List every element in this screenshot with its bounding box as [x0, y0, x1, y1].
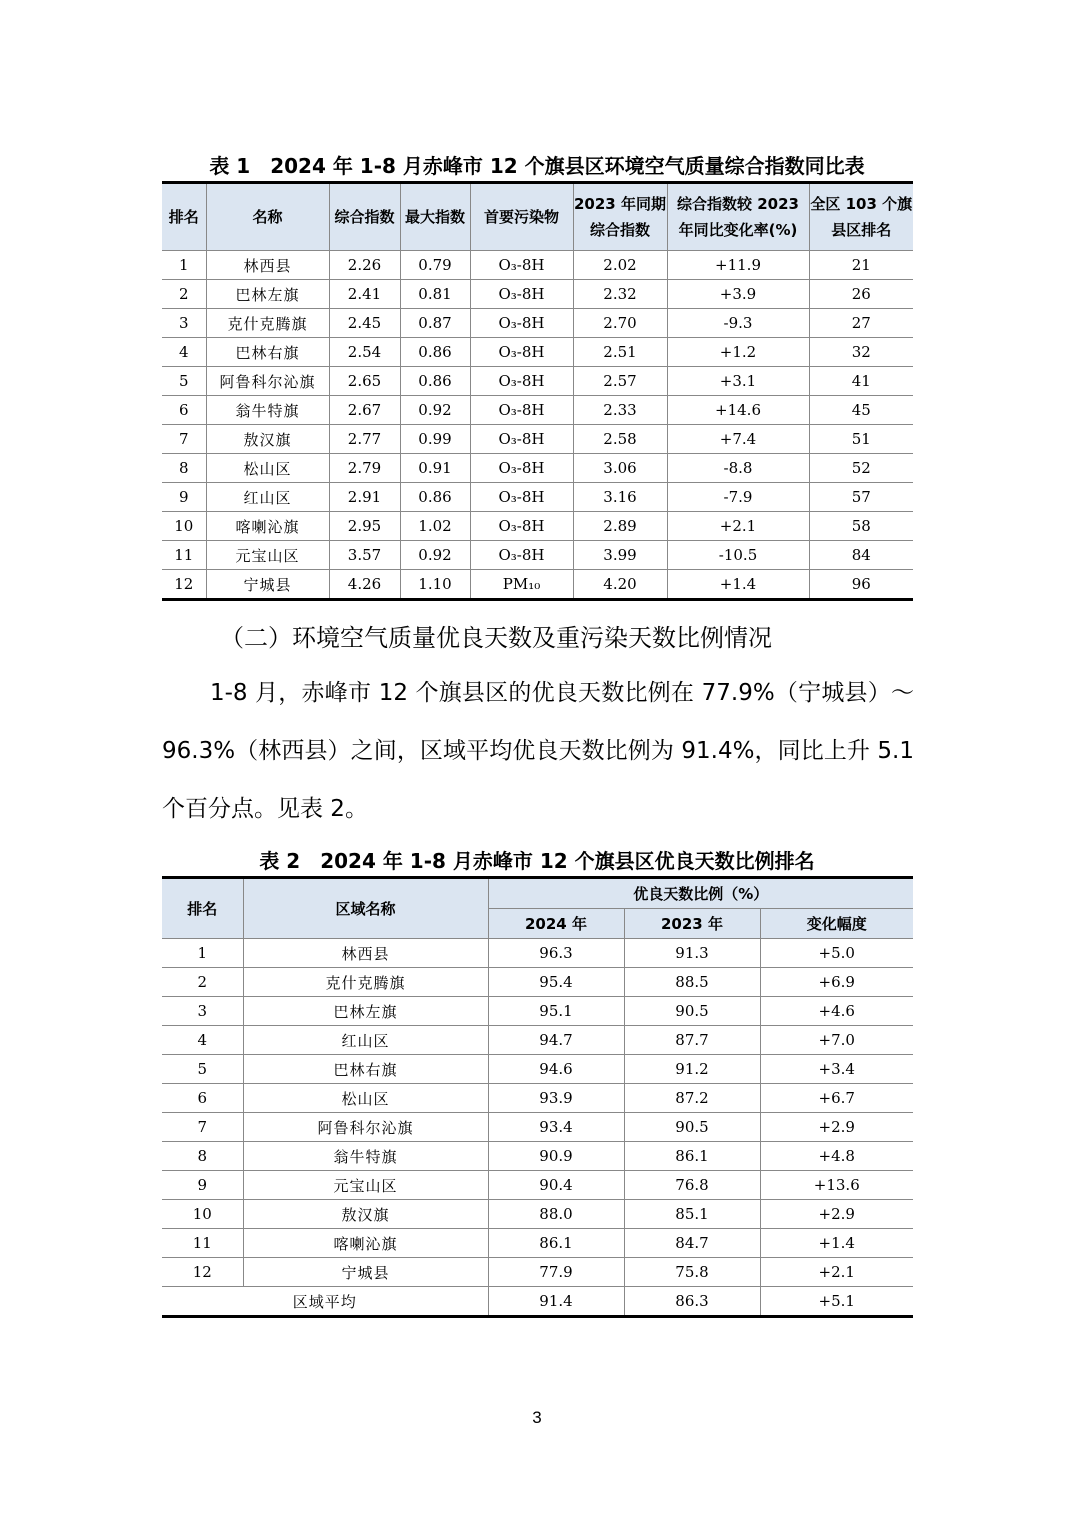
table2-cell: 5 [162, 1055, 243, 1084]
table2-cell: 元宝山区 [243, 1171, 488, 1200]
table1-header-cell: 综合指数较 2023 年同比变化率(%) [667, 183, 809, 251]
table2-cell: 76.8 [624, 1171, 760, 1200]
table1-cell: 10 [162, 512, 206, 541]
table1-cell: 2.79 [329, 454, 400, 483]
table2-cell: 88.0 [488, 1200, 624, 1229]
table1-cell: 2.41 [329, 280, 400, 309]
table2-row [162, 1229, 913, 1258]
table2-cell: 94.7 [488, 1026, 624, 1055]
table1-cell: 0.99 [400, 425, 470, 454]
table1-cell: 51 [809, 425, 913, 454]
table2-cell: 克什克腾旗 [243, 968, 488, 997]
table1-cell: 0.81 [400, 280, 470, 309]
table2-cell: +2.9 [760, 1113, 913, 1142]
table1-cell: 2.45 [329, 309, 400, 338]
table1-cell: O₃-8H [470, 483, 573, 512]
table1-row [162, 280, 913, 309]
table1-cell: 松山区 [206, 454, 329, 483]
table1-cell: 27 [809, 309, 913, 338]
table2-cell: 77.9 [488, 1258, 624, 1287]
table1-cell: +14.6 [667, 396, 809, 425]
table1-cell: O₃-8H [470, 309, 573, 338]
table1-cell: O₃-8H [470, 454, 573, 483]
body-paragraph: 1-8 月，赤峰市 12 个旗县区的优良天数比例在 77.9%（宁城县）～96.3%（林西县）之间，区域平均优良天数比例为 91.4%，同比上升 5.1 个百分点。见表 2。 [162, 680, 914, 822]
table1-cell: 喀喇沁旗 [206, 512, 329, 541]
table1-row [162, 541, 913, 570]
table2-cell: 86.1 [488, 1229, 624, 1258]
table1-cell: O₃-8H [470, 280, 573, 309]
table1-row [162, 483, 913, 512]
table1-cell: 7 [162, 425, 206, 454]
table1-cell: 2.32 [573, 280, 667, 309]
table1-cell: 2.26 [329, 251, 400, 280]
table2-cell: 1 [162, 939, 243, 968]
table2-cell: 9 [162, 1171, 243, 1200]
table2-row [162, 1142, 913, 1171]
table1-cell: 1.02 [400, 512, 470, 541]
table2-cell: 7 [162, 1113, 243, 1142]
table2-caption: 表 2 2024 年 1-8 月赤峰市 12 个旗县区优良天数比例排名 [259, 849, 815, 873]
table2-row [162, 997, 913, 1026]
section-heading: （二）环境空气质量优良天数及重污染天数比例情况 [220, 624, 772, 652]
table2-cell: 93.9 [488, 1084, 624, 1113]
table1-cell: 阿鲁科尔沁旗 [206, 367, 329, 396]
table2-row [162, 1055, 913, 1084]
table2-row [162, 1200, 913, 1229]
table2-cell: 敖汉旗 [243, 1200, 488, 1229]
table1-cell: 宁城县 [206, 570, 329, 600]
table1-cell: 2.65 [329, 367, 400, 396]
table1-row [162, 396, 913, 425]
table1-cell: 3.57 [329, 541, 400, 570]
table1-cell: -10.5 [667, 541, 809, 570]
table2-cell: 87.2 [624, 1084, 760, 1113]
table2-cell: 3 [162, 997, 243, 1026]
table1-cell: -7.9 [667, 483, 809, 512]
table2-cell: +6.9 [760, 968, 913, 997]
table2-average-label: 区域平均 [162, 1287, 488, 1317]
table1-header-cell: 全区 103 个旗县区排名 [809, 183, 913, 251]
table1-cell: 1.10 [400, 570, 470, 600]
table1-cell: 元宝山区 [206, 541, 329, 570]
table2-cell: +4.8 [760, 1142, 913, 1171]
table1-body [162, 251, 913, 600]
table1-cell: 41 [809, 367, 913, 396]
table1-cell: 0.91 [400, 454, 470, 483]
table1-header-row [162, 183, 913, 251]
table2-header-change: 变化幅度 [760, 909, 913, 939]
table2-cell: 90.5 [624, 997, 760, 1026]
table2-cell: 85.1 [624, 1200, 760, 1229]
table1-cell: 2.91 [329, 483, 400, 512]
table2-cell: 12 [162, 1258, 243, 1287]
table2-header-rank: 排名 [162, 878, 243, 939]
table1-cell: 3.16 [573, 483, 667, 512]
table1-cell: 2.67 [329, 396, 400, 425]
table1-cell: 1 [162, 251, 206, 280]
table1-cell: 52 [809, 454, 913, 483]
table1-cell: 2.33 [573, 396, 667, 425]
table1-row [162, 309, 913, 338]
table2-cell: 88.5 [624, 968, 760, 997]
table2-row [162, 939, 913, 968]
table1-cell: +1.2 [667, 338, 809, 367]
table1-cell: 0.92 [400, 396, 470, 425]
table1-header-cell: 排名 [162, 183, 206, 251]
table1-cell: +2.1 [667, 512, 809, 541]
table1-row [162, 251, 913, 280]
table1-cell: 5 [162, 367, 206, 396]
table1-cell: 21 [809, 251, 913, 280]
table1-cell: 2.54 [329, 338, 400, 367]
table1-cell: 林西县 [206, 251, 329, 280]
table2-cell: 94.6 [488, 1055, 624, 1084]
table1-cell: 8 [162, 454, 206, 483]
table2-cell: 91.2 [624, 1055, 760, 1084]
table1-cell: 9 [162, 483, 206, 512]
table1-cell: O₃-8H [470, 338, 573, 367]
table2-header-2024: 2024 年 [488, 909, 624, 939]
table2-header-2023: 2023 年 [624, 909, 760, 939]
table1-cell: 3.99 [573, 541, 667, 570]
table1-cell: 2.51 [573, 338, 667, 367]
table1-cell: +3.9 [667, 280, 809, 309]
table2-average-row [162, 1287, 913, 1317]
table2-cell: 阿鲁科尔沁旗 [243, 1113, 488, 1142]
table2-cell: 红山区 [243, 1026, 488, 1055]
table2-row [162, 1171, 913, 1200]
table2-cell: 90.5 [624, 1113, 760, 1142]
table1-cell: O₃-8H [470, 396, 573, 425]
table2-header-name: 区域名称 [243, 878, 488, 939]
table1-cell: 6 [162, 396, 206, 425]
table2-row [162, 1113, 913, 1142]
table1-cell: -8.8 [667, 454, 809, 483]
table1-cell: O₃-8H [470, 512, 573, 541]
table1-row [162, 425, 913, 454]
table2-row [162, 1026, 913, 1055]
table1-cell: -9.3 [667, 309, 809, 338]
table1-cell: 96 [809, 570, 913, 600]
table2-cell: +4.6 [760, 997, 913, 1026]
table1-cell: 巴林左旗 [206, 280, 329, 309]
table1-cell: 26 [809, 280, 913, 309]
table2-cell: 巴林左旗 [243, 997, 488, 1026]
table1-cell: 58 [809, 512, 913, 541]
table2-row [162, 1258, 913, 1287]
table1-cell: O₃-8H [470, 541, 573, 570]
table1-cell: 3.06 [573, 454, 667, 483]
table1-air-quality-index [162, 181, 913, 601]
table1-cell: 0.86 [400, 483, 470, 512]
table2-cell: 2 [162, 968, 243, 997]
table1-cell: 12 [162, 570, 206, 600]
table2-cell: 91.3 [624, 939, 760, 968]
table2-cell: +5.0 [760, 939, 913, 968]
table1-cell: 2.70 [573, 309, 667, 338]
table2-cell: 巴林右旗 [243, 1055, 488, 1084]
table1-cell: 3 [162, 309, 206, 338]
table2-cell: 10 [162, 1200, 243, 1229]
table1-cell: 32 [809, 338, 913, 367]
table1-header-cell: 综合指数 [329, 183, 400, 251]
table1-cell: 2.58 [573, 425, 667, 454]
table1-cell: +7.4 [667, 425, 809, 454]
table1-cell: 0.79 [400, 251, 470, 280]
table1-cell: 敖汉旗 [206, 425, 329, 454]
table2-cell: +13.6 [760, 1171, 913, 1200]
table1-cell: 2.95 [329, 512, 400, 541]
table1-row [162, 570, 913, 600]
table2-cell: 8 [162, 1142, 243, 1171]
table1-cell: 57 [809, 483, 913, 512]
table2-cell: +1.4 [760, 1229, 913, 1258]
table1-cell: 4.26 [329, 570, 400, 600]
table1-cell: 翁牛特旗 [206, 396, 329, 425]
table2-cell: +2.1 [760, 1258, 913, 1287]
table1-cell: 84 [809, 541, 913, 570]
table1-cell: 2 [162, 280, 206, 309]
table1-row [162, 512, 913, 541]
table2-good-days-ratio [162, 876, 913, 1318]
table2-row [162, 968, 913, 997]
table2-cell: +6.7 [760, 1084, 913, 1113]
table1-header-cell: 2023 年同期综合指数 [573, 183, 667, 251]
table1-cell: 克什克腾旗 [206, 309, 329, 338]
table2-cell: 喀喇沁旗 [243, 1229, 488, 1258]
table2-cell: 96.3 [488, 939, 624, 968]
table2-cell: 宁城县 [243, 1258, 488, 1287]
table2-cell: 6 [162, 1084, 243, 1113]
table2-average-2023: 86.3 [624, 1287, 760, 1317]
table2-cell: 90.4 [488, 1171, 624, 1200]
table2-header-group: 优良天数比例（%） [488, 878, 913, 909]
table2-cell: 95.4 [488, 968, 624, 997]
table1-cell: 0.87 [400, 309, 470, 338]
table1-cell: +3.1 [667, 367, 809, 396]
table2-header-row [162, 878, 913, 909]
table1-row [162, 367, 913, 396]
table1-row [162, 338, 913, 367]
table2-cell: 11 [162, 1229, 243, 1258]
table1-cell: 0.86 [400, 338, 470, 367]
table2-cell: 87.7 [624, 1026, 760, 1055]
table1-cell: 4.20 [573, 570, 667, 600]
table1-cell: 2.57 [573, 367, 667, 396]
table1-cell: 巴林右旗 [206, 338, 329, 367]
table1-cell: O₃-8H [470, 367, 573, 396]
table1-row [162, 454, 913, 483]
table1-cell: +1.4 [667, 570, 809, 600]
table2-row [162, 1084, 913, 1113]
table1-cell: 2.89 [573, 512, 667, 541]
table2-cell: +7.0 [760, 1026, 913, 1055]
table2-cell: 93.4 [488, 1113, 624, 1142]
table1-cell: 4 [162, 338, 206, 367]
table1-cell: 2.02 [573, 251, 667, 280]
table1-cell: 11 [162, 541, 206, 570]
table1-cell: 0.92 [400, 541, 470, 570]
table2-cell: 松山区 [243, 1084, 488, 1113]
table2-cell: 翁牛特旗 [243, 1142, 488, 1171]
table1-cell: PM₁₀ [470, 570, 573, 600]
table1-cell: O₃-8H [470, 425, 573, 454]
table2-cell: 90.9 [488, 1142, 624, 1171]
table2-cell: 林西县 [243, 939, 488, 968]
table1-cell: +11.9 [667, 251, 809, 280]
page-number: 3 [532, 1408, 542, 1427]
table1-cell: 红山区 [206, 483, 329, 512]
table1-cell: 45 [809, 396, 913, 425]
table1-cell: 0.86 [400, 367, 470, 396]
table2-cell: 95.1 [488, 997, 624, 1026]
table1-header-cell: 名称 [206, 183, 329, 251]
table2-cell: 86.1 [624, 1142, 760, 1171]
table2-cell: +2.9 [760, 1200, 913, 1229]
table1-caption: 表 1 2024 年 1-8 月赤峰市 12 个旗县区环境空气质量综合指数同比表 [209, 154, 865, 178]
table1-cell: 2.77 [329, 425, 400, 454]
table2-body [162, 939, 913, 1317]
table2-cell: +3.4 [760, 1055, 913, 1084]
table2-cell: 75.8 [624, 1258, 760, 1287]
table1-cell: O₃-8H [470, 251, 573, 280]
table1-header-cell: 最大指数 [400, 183, 470, 251]
table2-average-2024: 91.4 [488, 1287, 624, 1317]
table2-average-change: +5.1 [760, 1287, 913, 1317]
table2-cell: 84.7 [624, 1229, 760, 1258]
table1-header-cell: 首要污染物 [470, 183, 573, 251]
table2-cell: 4 [162, 1026, 243, 1055]
